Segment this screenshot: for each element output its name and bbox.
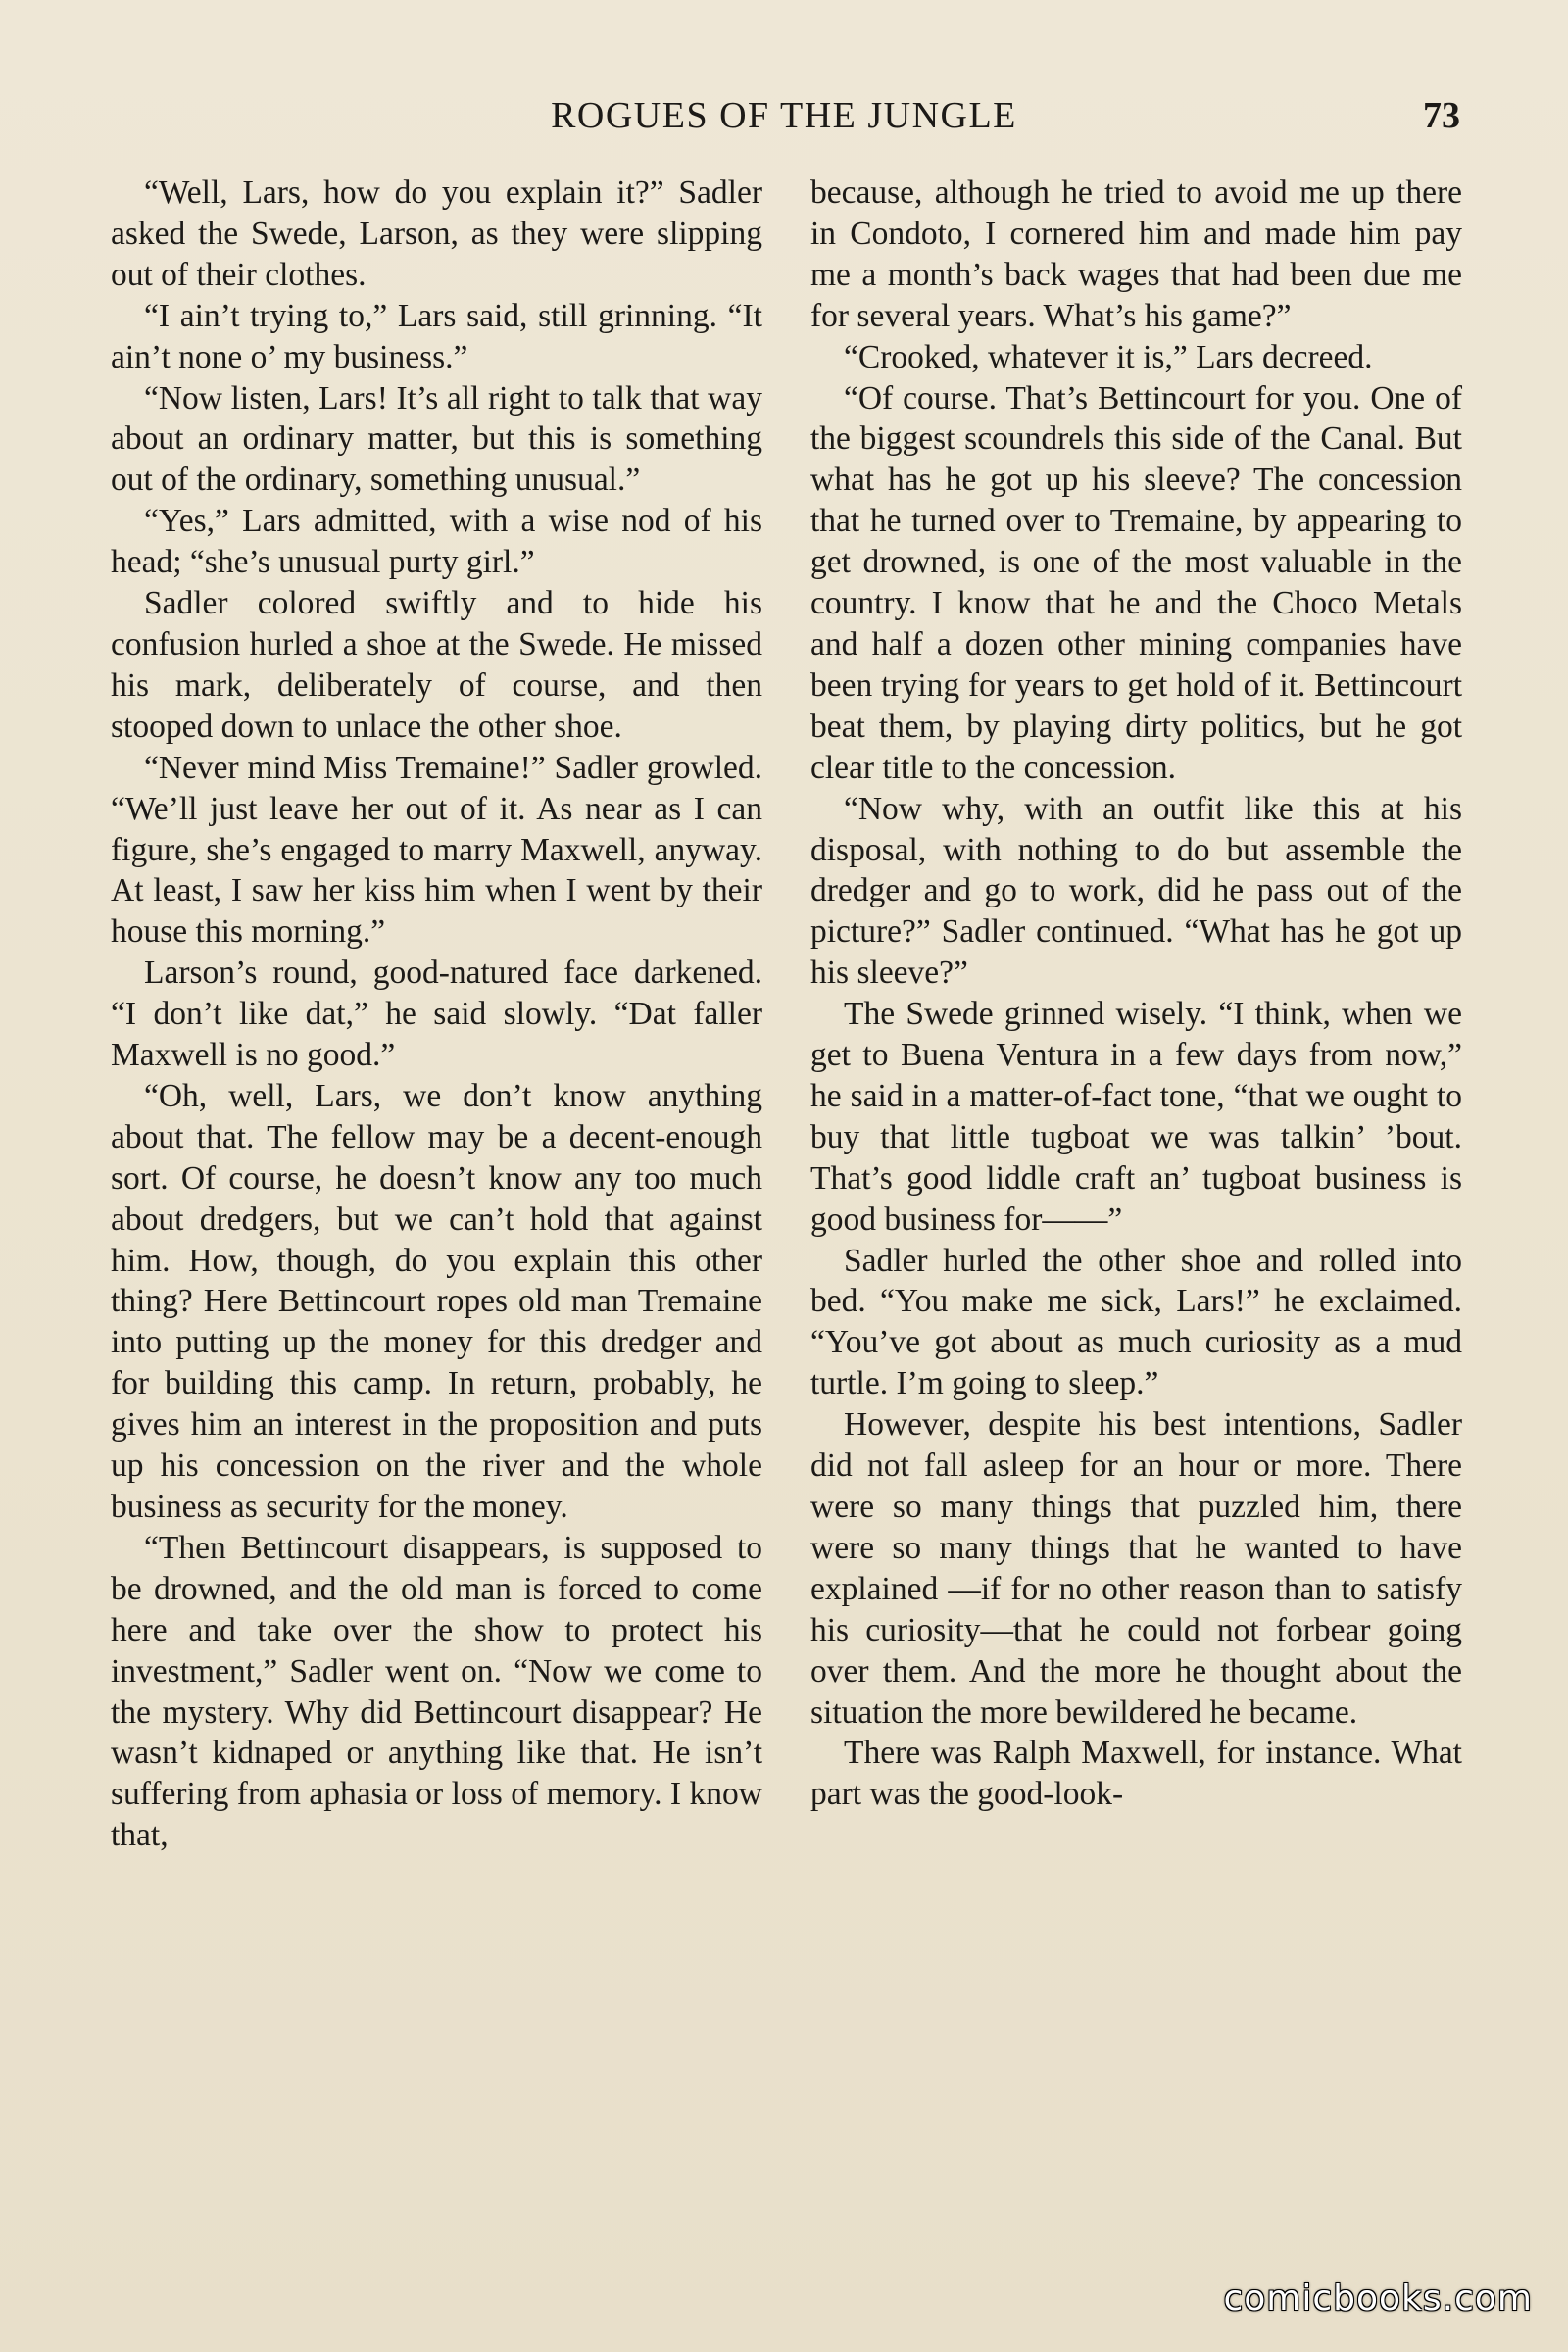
paragraph: “Oh, well, Lars, we don’t know anything about that. The fellow may be a decent-enough sort. Of course, he doesn’t know any too much about dredgers, but we can’t hold that against him. How, though, do you explain this other thing? Here Bettincourt ropes old man Tremaine into putting up the money for this dredger and for building this camp. In return, probably, he gives him an interest in the proposition and puts up his concession on the river and the whole business as security for the money. xyxy=(111,1077,762,1525)
paragraph: “Now listen, Lars! It’s all right to talk that way about an ordinary matter, but this is something out of the ordinary, something unusual.” xyxy=(111,379,762,499)
paragraph: There was Ralph Maxwell, for instance. What part was the good-look- xyxy=(810,1735,1462,1813)
paragraph: “Never mind Miss Tremaine!” Sadler growled. “We’ll just leave her out of it. As near as I can figure, she’s engaged to marry Maxwell, anyway. At least, I saw her kiss him when I went by their house this morning.” xyxy=(111,749,762,951)
paragraph: Sadler colored swiftly and to hide his confusion hurled a shoe at the Swede. He missed his mark, deliberately of course, and then stooped down to unlace the other shoe. xyxy=(111,585,762,745)
running-title: ROGUES OF THE JUNGLE xyxy=(551,95,1017,136)
paragraph: Larson’s round, good-natured face darkened. “I don’t like dat,” he said slowly. “Dat faller Maxwell is no good.” xyxy=(111,955,762,1074)
paragraph: Sadler hurled the other shoe and rolled into bed. “You make me sick, Lars!” he exclaimed. “You’ve got about as much curiosity as a mud turtle. I’m going to sleep.” xyxy=(810,1242,1462,1402)
text-column-left xyxy=(111,172,762,1856)
paragraph: The Swede grinned wisely. “I think, when we get to Buena Ventura in a few days from now,” he said in a matter-of-fact tone, “that we ought to buy that little tugboat we was talkin’ ’bout. That’s good liddle craft an’ tugboat business is good business for——” xyxy=(810,996,1462,1238)
paragraph: “Well, Lars, how do you explain it?” Sadler asked the Swede, Larson, as they were slipping out of their clothes. xyxy=(111,174,762,293)
page-number: 73 xyxy=(1423,95,1460,136)
paragraph: “Then Bettincourt disappears, is supposed to be drowned, and the old man is forced to come here and take over the show to protect his investment,” Sadler went on. “Now we come to the mystery. Why did Bettincourt disappear? He wasn’t kidnaped or anything like that. He isn’t suffering from aphasia or loss of memory. I know that, xyxy=(111,1529,762,1854)
paragraph: “Now why, with an outfit like this at his disposal, with nothing to do but assemble the dredger and go to work, did he pass out of the picture?” Sadler continued. “What has he got up his sleeve?” xyxy=(810,790,1462,992)
text-column-right xyxy=(810,172,1462,1815)
paragraph-continuation: because, although he tried to avoid me up there in Condoto, I cornered him and made him pay me a month’s back wages that had been due me for several years. What’s his game?” xyxy=(810,174,1462,334)
source-watermark: comicbooks.com xyxy=(1223,2278,1533,2319)
paragraph: “Yes,” Lars admitted, with a wise nod of his head; “she’s unusual purty girl.” xyxy=(111,503,762,581)
paragraph: However, despite his best intentions, Sadler did not fall asleep for an hour or more. There were so many things that puzzled him, there were so many things that he wanted to have explained —if for no other reason than to satisfy his curiosity—that he could not forbear going over them. And the more he thought about the situation the more bewildered he became. xyxy=(810,1406,1462,1731)
paragraph: “Of course. That’s Bettincourt for you. One of the biggest scoundrels this side of the Canal. But what has he got up his sleeve? The concession that he turned over to Tremaine, by appearing to get drowned, is one of the most valuable in the country. I know that he and the Choco Metals and half a dozen other mining companies have been trying for years to get hold of it. Bettincourt beat them, by playing dirty politics, but he got clear title to the concession. xyxy=(810,379,1462,786)
running-header xyxy=(0,94,1568,149)
paragraph: “Crooked, whatever it is,” Lars decreed. xyxy=(844,338,1373,375)
paragraph: “I ain’t trying to,” Lars said, still grinning. “It ain’t none o’ my business.” xyxy=(111,297,762,375)
